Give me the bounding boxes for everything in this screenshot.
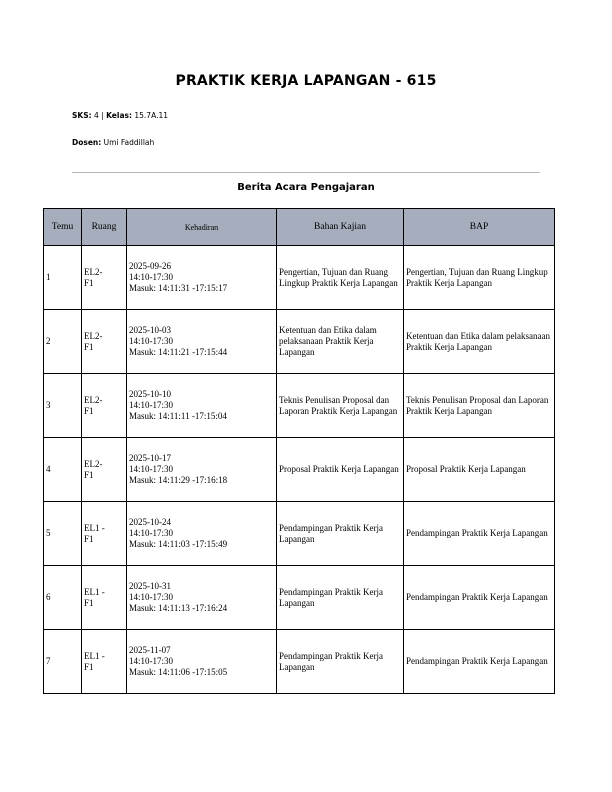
section-title: Berita Acara Pengajaran: [237, 182, 375, 193]
attendance-date: 2025-09-26: [129, 261, 171, 271]
bahan-kajian-cell: Pendampingan Praktik Kerja Lapangan: [277, 502, 404, 566]
attendance-date: 2025-10-10: [129, 389, 171, 399]
table-body: [44, 246, 555, 694]
attendance-table: [43, 208, 555, 694]
bap-cell: Pendampingan Praktik Kerja Lapangan: [404, 566, 555, 630]
attendance-time: 14:10-17:30: [129, 464, 173, 474]
attendance-masuk: Masuk: 14:11:29 -17:16:18: [129, 475, 228, 485]
bap-cell: Pengertian, Tujuan dan Ruang Lingkup Praktik Kerja Lapangan: [404, 246, 555, 310]
bahan-kajian-cell: Proposal Praktik Kerja Lapangan: [277, 438, 404, 502]
header-kehadiran: Kehadiran: [127, 209, 277, 246]
kehadiran-cell: [127, 630, 277, 694]
attendance-masuk: Masuk: 14:11:21 -17:15:44: [129, 347, 228, 357]
divider: [72, 172, 540, 173]
bap-cell: Proposal Praktik Kerja Lapangan: [404, 438, 555, 502]
sks-label: SKS:: [72, 111, 92, 120]
table-header-row: [44, 209, 555, 246]
bap-cell: Pendampingan Praktik Kerja Lapangan: [404, 502, 555, 566]
dosen-value: Umi Faddillah: [103, 138, 155, 147]
attendance-date: 2025-10-24: [129, 517, 171, 527]
table-row: [44, 310, 555, 374]
table-row: [44, 246, 555, 310]
temu-cell: 1: [44, 246, 82, 310]
temu-cell: 6: [44, 566, 82, 630]
attendance-masuk: Masuk: 14:11:11 -17:15:04: [129, 411, 227, 421]
ruang-cell: EL1 - F1: [82, 630, 127, 694]
bahan-kajian-cell: Pendampingan Praktik Kerja Lapangan: [277, 566, 404, 630]
bap-cell: Ketentuan dan Etika dalam pelaksanaan Praktik Kerja Lapangan: [404, 310, 555, 374]
dosen-label: Dosen:: [72, 138, 102, 147]
temu-cell: 3: [44, 374, 82, 438]
kelas-label: Kelas:: [106, 111, 132, 120]
kelas-value: 15.7A.11: [134, 111, 169, 120]
attendance-time: 14:10-17:30: [129, 528, 173, 538]
bahan-kajian-cell: Ketentuan dan Etika dalam pelaksanaan Praktik Kerja Lapangan: [277, 310, 404, 374]
attendance-time: 14:10-17:30: [129, 592, 173, 602]
attendance-date: 2025-11-07: [129, 645, 171, 655]
ruang-cell: EL2- F1: [82, 438, 127, 502]
meta-separator: |: [101, 111, 104, 120]
attendance-date: 2025-10-31: [129, 581, 171, 591]
course-meta: [72, 111, 168, 120]
attendance-masuk: Masuk: 14:11:06 -17:15:05: [129, 667, 228, 677]
temu-cell: 4: [44, 438, 82, 502]
temu-cell: 7: [44, 630, 82, 694]
attendance-masuk: Masuk: 14:11:13 -17:16:24: [129, 603, 228, 613]
kehadiran-cell: [127, 566, 277, 630]
attendance-time: 14:10-17:30: [129, 656, 173, 666]
temu-cell: 2: [44, 310, 82, 374]
bap-cell: Teknis Penulisan Proposal dan Laporan Praktik Kerja Lapangan: [404, 374, 555, 438]
attendance-masuk: Masuk: 14:11:31 -17:15:17: [129, 283, 228, 293]
lecturer-meta: [72, 138, 154, 147]
attendance-date: 2025-10-17: [129, 453, 171, 463]
attendance-time: 14:10-17:30: [129, 400, 173, 410]
ruang-cell: EL2- F1: [82, 246, 127, 310]
header-ruang: Ruang: [82, 209, 127, 246]
attendance-masuk: Masuk: 14:11:03 -17:15:49: [129, 539, 228, 549]
bahan-kajian-cell: Teknis Penulisan Proposal dan Laporan Praktik Kerja Lapangan: [277, 374, 404, 438]
kehadiran-cell: [127, 438, 277, 502]
kehadiran-cell: [127, 374, 277, 438]
attendance-time: 14:10-17:30: [129, 272, 173, 282]
temu-cell: 5: [44, 502, 82, 566]
table-row: [44, 438, 555, 502]
kehadiran-cell: [127, 502, 277, 566]
kehadiran-cell: [127, 246, 277, 310]
bap-cell: Pendampingan Praktik Kerja Lapangan: [404, 630, 555, 694]
ruang-cell: EL2- F1: [82, 310, 127, 374]
table-row: [44, 630, 555, 694]
table-row: [44, 374, 555, 438]
ruang-cell: EL1 - F1: [82, 566, 127, 630]
attendance-date: 2025-10-03: [129, 325, 171, 335]
bahan-kajian-cell: Pendampingan Praktik Kerja Lapangan: [277, 630, 404, 694]
ruang-cell: EL2- F1: [82, 374, 127, 438]
sks-value: 4: [94, 111, 99, 120]
bahan-kajian-cell: Pengertian, Tujuan dan Ruang Lingkup Praktik Kerja Lapangan: [277, 246, 404, 310]
header-bap: BAP: [404, 209, 555, 246]
table-row: [44, 502, 555, 566]
page-title: PRAKTIK KERJA LAPANGAN - 615: [175, 73, 437, 89]
table-row: [44, 566, 555, 630]
attendance-time: 14:10-17:30: [129, 336, 173, 346]
header-bahan-kajian: Bahan Kajian: [277, 209, 404, 246]
kehadiran-cell: [127, 310, 277, 374]
ruang-cell: EL1 - F1: [82, 502, 127, 566]
header-temu: Temu: [44, 209, 82, 246]
